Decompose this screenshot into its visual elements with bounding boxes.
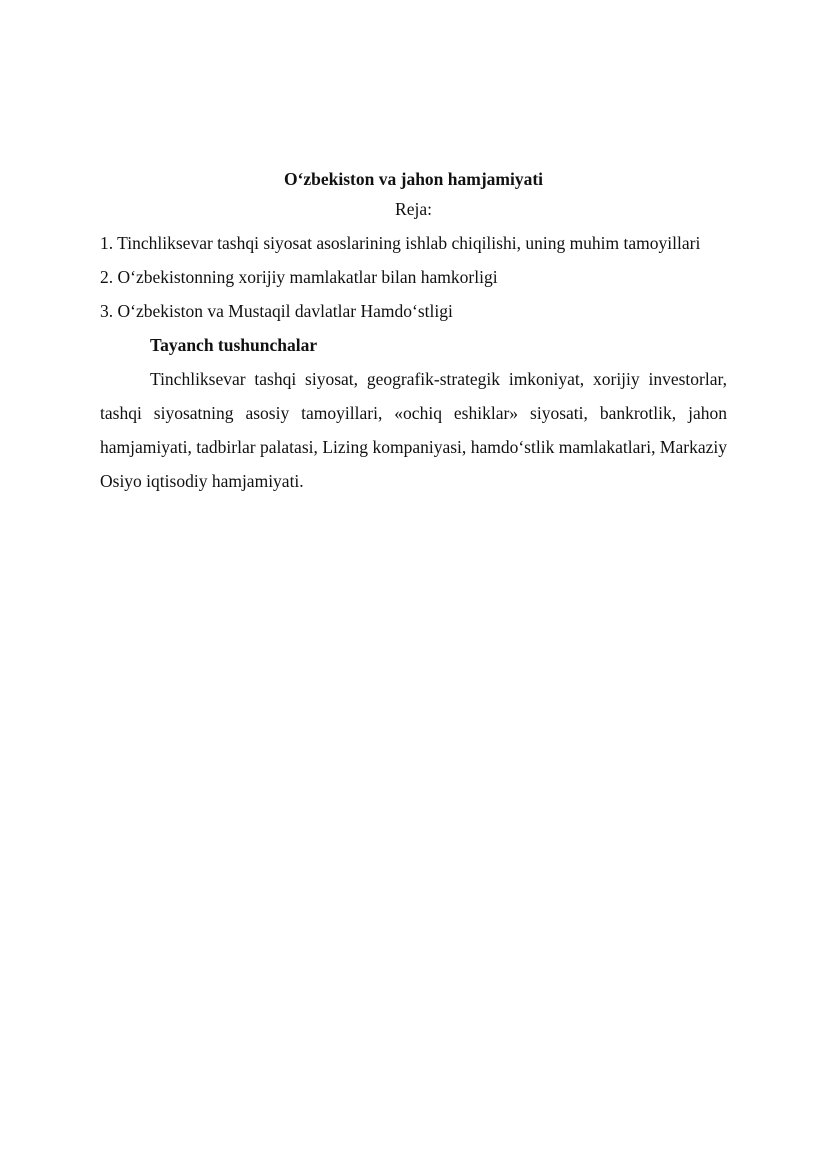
document-title: O‘zbekiston va jahon hamjamiyati	[283, 169, 544, 189]
document-content	[100, 166, 727, 498]
plan-item-3: 3. O‘zbekiston va Mustaqil davlatlar Hamdo‘stligi	[100, 301, 453, 321]
plan-item-2: 2. O‘zbekistonning xorijiy mamlakatlar bilan hamkorligi	[100, 267, 498, 287]
plan-item-1: 1. Tinchliksevar tashqi siyosat asoslarining ishlab chiqilishi, uning muhim tamoyillari	[100, 233, 701, 253]
plan-label: Reja:	[395, 199, 432, 219]
keywords-paragraph: Tinchliksevar tashqi siyosat, geografik-strategik imkoniyat, xorijiy investorlar, tashqi siyosatning asosiy tamoyillari, «ochiq eshiklar» siyosati, bankrotlik, jahon hamjamiyati, tadbirlar palatasi, Lizing kompaniyasi, hamdo‘stlik mamlakatlari, Markaziy Osiyo iqtisodiy hamjamiyati.	[100, 369, 727, 491]
keywords-heading: Tayanch tushunchalar	[150, 335, 318, 355]
plan-list	[100, 226, 727, 328]
